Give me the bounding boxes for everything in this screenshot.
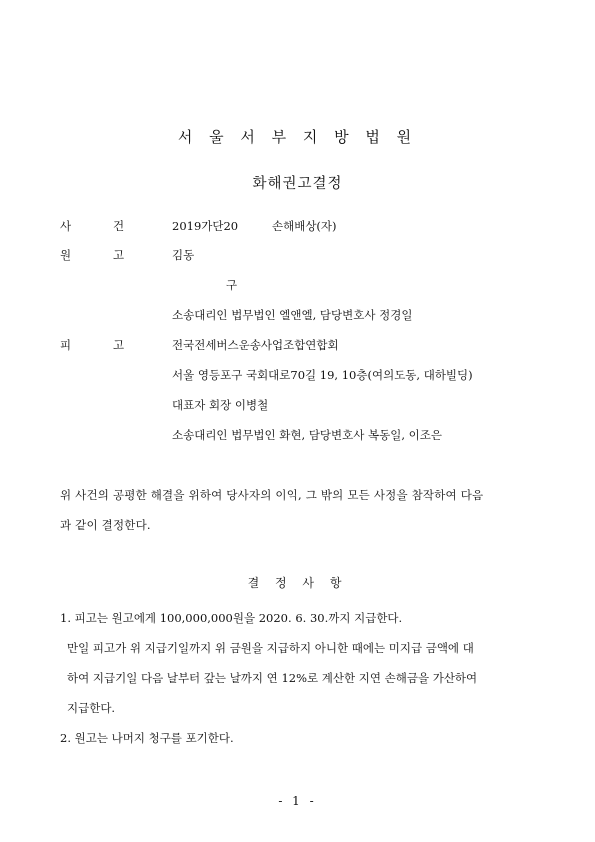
defendant-address-row [0, 367, 595, 385]
case-label-1: 사 [60, 219, 72, 233]
case-label-2: 건 [113, 219, 125, 233]
intro-line-1: 위 사건의 공평한 해결을 위하여 당사자의 이익, 그 밖의 모든 사정을 참작하여 다음 [60, 488, 484, 502]
plaintiff-address-fragment: 구 [226, 278, 238, 292]
defendant-name: 전국전세버스운송사업조합연합회 [172, 338, 339, 352]
page-number: - 1 - [278, 794, 317, 808]
court-name: 서 울 서 부 지 방 법 원 [177, 128, 418, 146]
defendant-label-1: 피 [60, 338, 72, 352]
decision-item-1-detail: 만일 피고가 위 지급기일까지 위 금원을 지급하지 아니한 때에는 미지급 금액에 대 [67, 641, 474, 655]
document-title: 화해권고결정 [252, 176, 343, 192]
defendant-representative-row [0, 397, 595, 415]
defendant-attorney: 소송대리인 법무법인 화현, 담당변호사 복동일, 이조은 [172, 428, 442, 442]
decision-title: 결 정 사 항 [247, 576, 348, 590]
plaintiff-label-1: 원 [60, 248, 72, 262]
plaintiff-name: 김동 [172, 248, 195, 262]
defendant-representative: 대표자 회장 이병철 [172, 398, 269, 412]
defendant-attorney-row [0, 427, 595, 445]
defendant-address: 서울 영등포구 국회대로70길 19, 10층(여의도동, 대하빌딩) [172, 368, 473, 382]
plaintiff-attorney: 소송대리인 법무법인 엘앤엘, 담당변호사 정경일 [172, 308, 413, 322]
case-type: 손해배상(자) [272, 219, 337, 233]
plaintiff-address-row [0, 277, 595, 295]
plaintiff-label-2: 고 [113, 248, 125, 262]
plaintiff-row [0, 247, 595, 265]
decision-item-2: 2. 원고는 나머지 청구를 포기한다. [60, 731, 234, 745]
decision-item-1: 1. 피고는 원고에게 100,000,000원을 2020. 6. 30.까지 지급한다. [60, 611, 403, 625]
defendant-label-2: 고 [113, 338, 125, 352]
decision-item-1-detail: 하여 지급기일 다음 날부터 갚는 날까지 연 12%로 계산한 지연 손해금을 가산하여 [67, 671, 478, 685]
decision-item-1-detail: 지급한다. [67, 701, 116, 715]
case-row [0, 218, 595, 236]
intro-line-2: 과 같이 결정한다. [60, 518, 151, 532]
defendant-row [0, 337, 595, 355]
plaintiff-attorney-row [0, 307, 595, 325]
case-number: 2019가단20 [172, 219, 239, 233]
